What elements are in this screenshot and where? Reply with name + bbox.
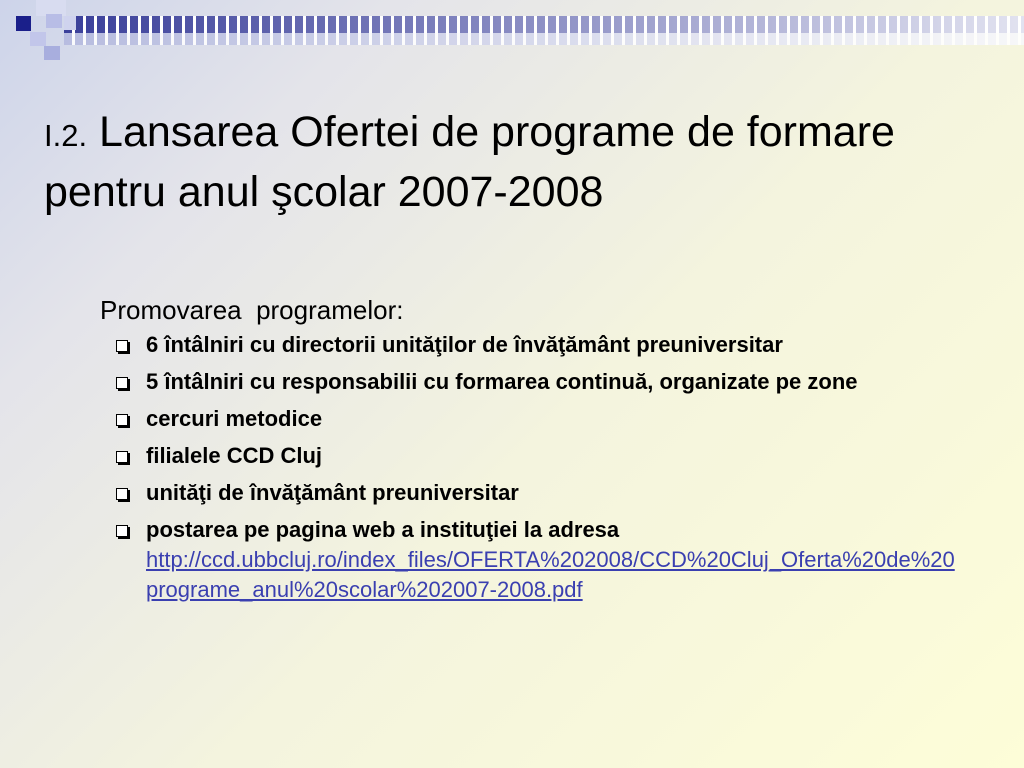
list-item-text: 6 întâlniri cu directorii unităţilor de învăţământ preuniversitar — [146, 332, 783, 357]
list-item — [114, 367, 970, 397]
list-item — [114, 404, 970, 434]
list-item-text: filialele CCD Cluj — [146, 443, 323, 468]
list-item-text: unităţi de învăţământ preuniversitar — [146, 480, 519, 505]
slide-content — [100, 292, 970, 612]
hollow-square-bullet-icon — [116, 340, 128, 352]
decorative-square — [30, 32, 46, 46]
hollow-square-bullet-icon — [116, 525, 128, 537]
decorative-square — [64, 16, 76, 30]
list-item-text: 5 întâlniri cu responsabilii cu formarea continuă, organizate pe zone — [146, 369, 858, 394]
list-item — [114, 441, 970, 471]
list-item — [114, 330, 970, 360]
hollow-square-bullet-icon — [116, 377, 128, 389]
decorative-checker-band-lower — [64, 33, 1024, 45]
title-text: Lansarea Ofertei de programe de formare pentru anul şcolar 2007-2008 — [44, 108, 895, 216]
decorative-checker-band — [64, 16, 1024, 33]
list-item-text: cercuri metodice — [146, 406, 323, 431]
list-item — [114, 478, 970, 508]
bullet-list — [100, 330, 970, 605]
hollow-square-bullet-icon — [116, 414, 128, 426]
list-item-text: postarea pe pagina web a instituţiei la adresa — [146, 517, 620, 542]
decorative-square-dark — [16, 16, 31, 31]
title-number: I.2. — [44, 118, 88, 153]
decorative-square — [46, 14, 62, 28]
hollow-square-bullet-icon — [116, 488, 128, 500]
slide-title — [44, 104, 984, 220]
list-item — [114, 515, 970, 605]
subheading: Promovarea programelor: — [100, 295, 404, 325]
decorative-square — [44, 46, 60, 60]
oferta-pdf-link[interactable]: http://ccd.ubbcluj.ro/index_files/OFERTA%202008/CCD%20Cluj_Oferta%20de%20programe_anul%20scolar%202007-2008.pdf — [146, 547, 955, 602]
hollow-square-bullet-icon — [116, 451, 128, 463]
